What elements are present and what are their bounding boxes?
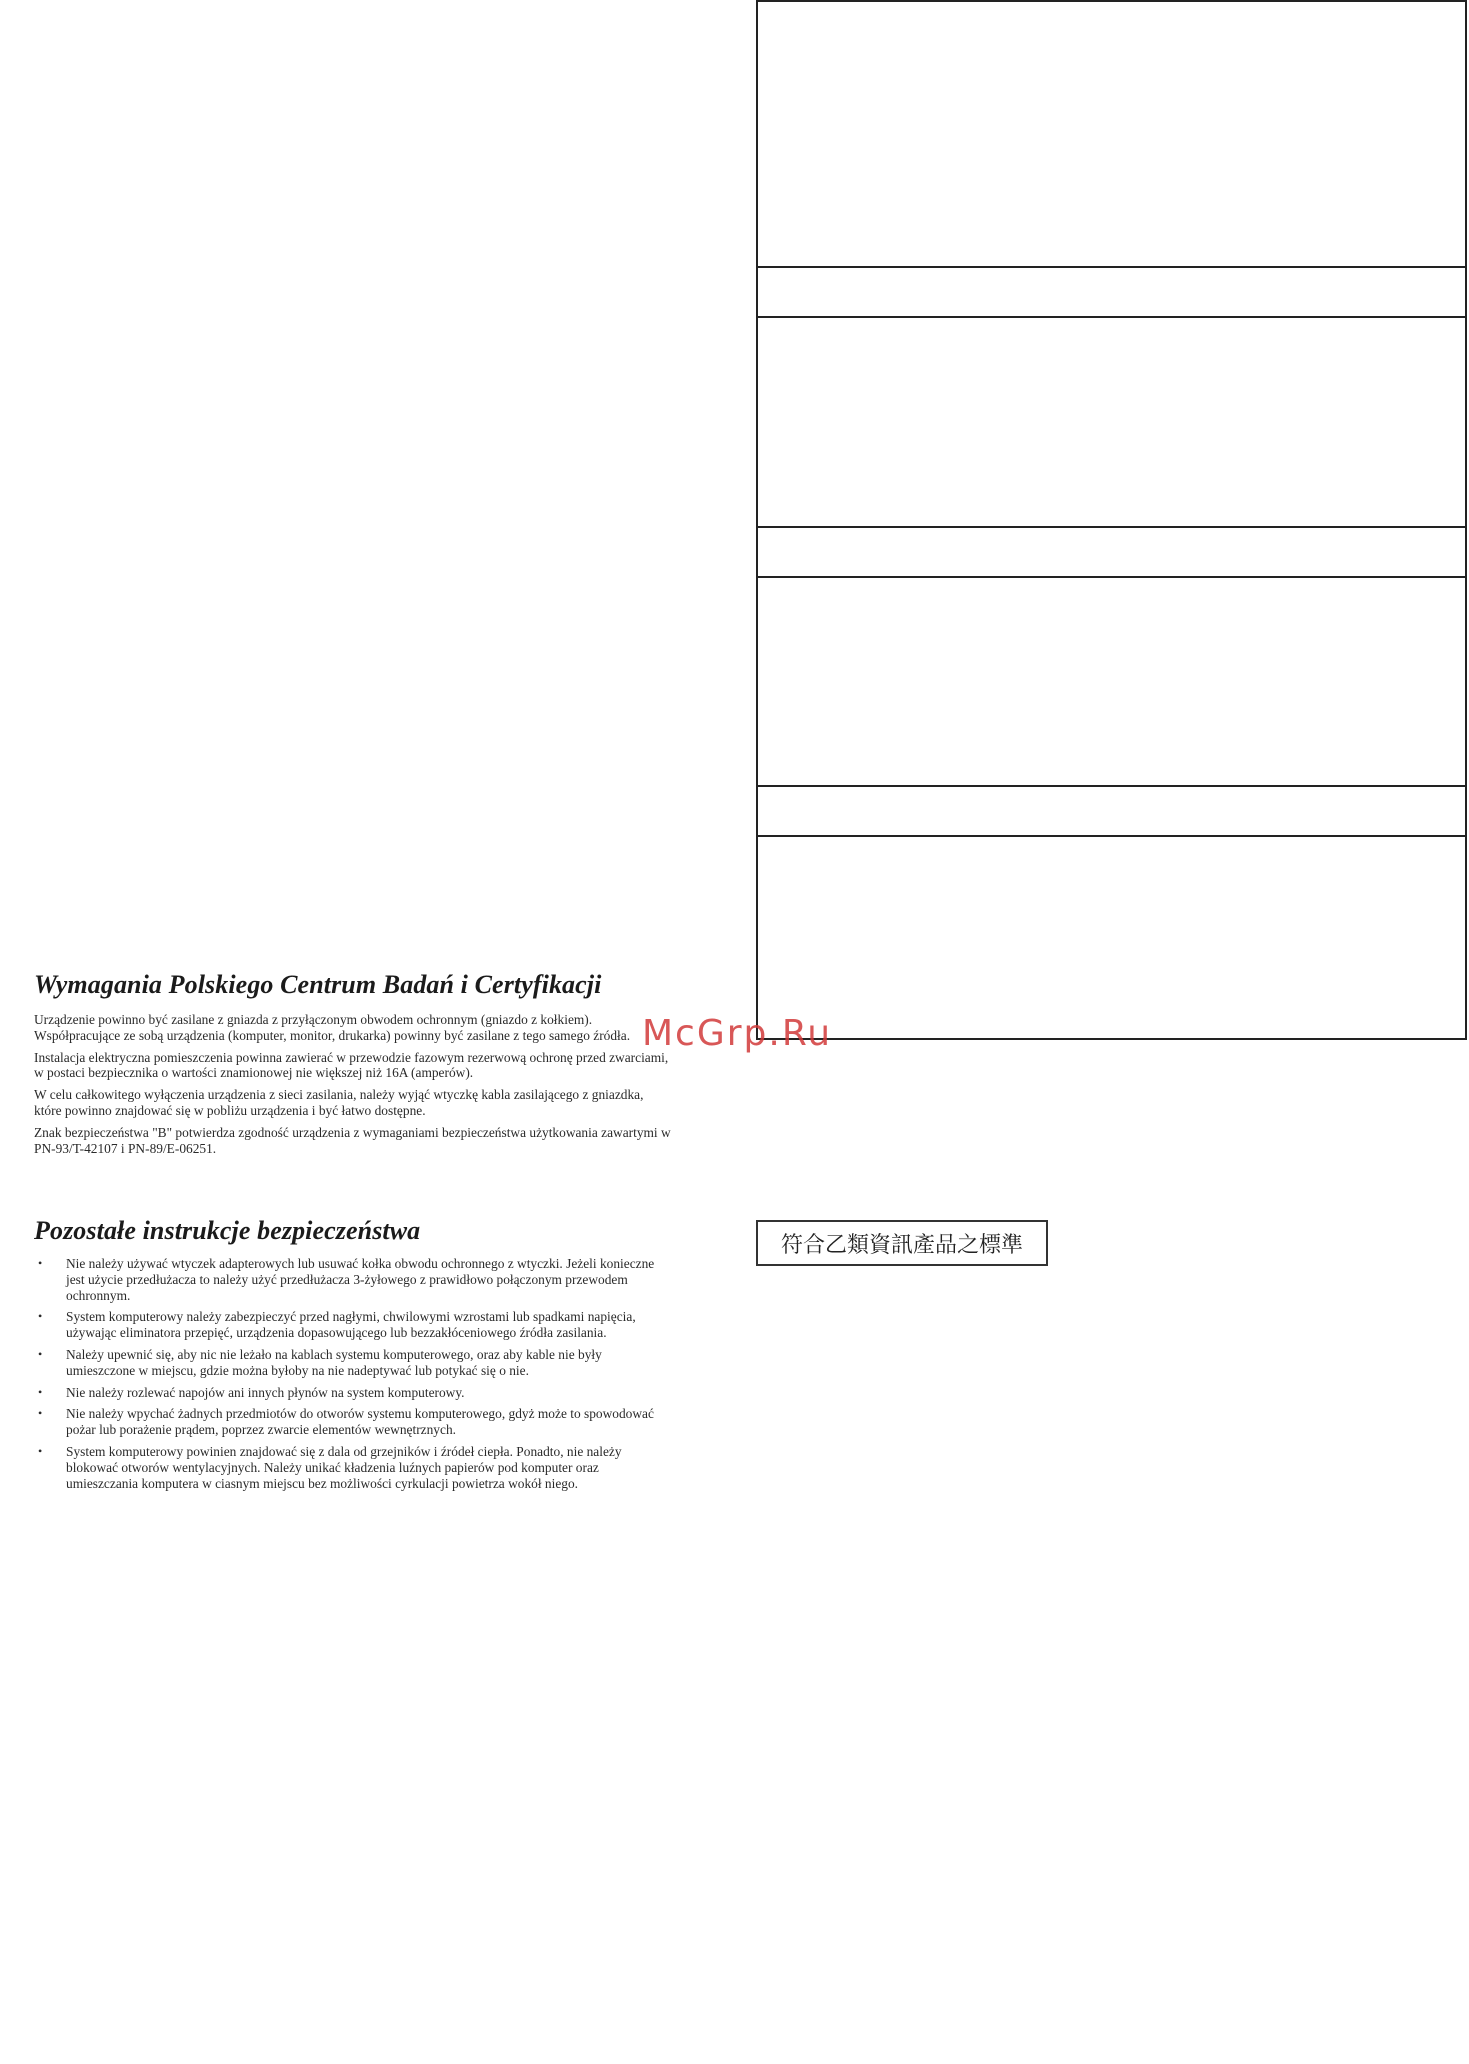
table-band-1	[758, 266, 1465, 318]
other-section-title: Pozostałe instrukcje bezpieczeństwa	[34, 1216, 421, 1245]
certification-table	[756, 0, 1467, 1040]
list-item	[34, 1309, 670, 1341]
bullet-icon: •	[38, 1443, 43, 1458]
bullet-icon: •	[38, 1309, 43, 1324]
list-item	[34, 1347, 670, 1379]
polish-paragraph-2: Instalacja elektryczna pomieszczenia powinna zawierać w przewodzie fazowym rezerwową ochronę przed zwarciami, w postaci bezpiecznika o wartości znamionowej nie większej niż 16A (amperów).	[34, 1049, 669, 1081]
taiwan-class-b-label: 符合乙類資訊產品之標準	[756, 1220, 1048, 1266]
list-item	[34, 1406, 670, 1438]
bullet-text: Nie należy wpychać żadnych przedmiotów do otworów systemu komputerowego, gdyż może to spowodować pożar lub porażenie prądem, poprzez zwarcie elementów wewnętrznych.	[66, 1406, 654, 1438]
list-item	[34, 1256, 670, 1303]
bullet-text: Nie należy używać wtyczek adapterowych lub usuwać kołka obwodu ochronnego z wtyczki. Jeżeli konieczne jest użycie przedłużacza to należy użyć przedłużacza 3-żyłowego z prawidłowo połączonym przewodem ochronnym.	[66, 1256, 655, 1303]
bullet-icon: •	[38, 1384, 43, 1399]
bullet-text: Należy upewnić się, aby nic nie leżało na kablach systemu komputerowego, oraz aby kable nie były umieszczone w miejscu, gdzie można byłoby na nie nadeptywać lub potykać się o nie.	[66, 1346, 602, 1378]
table-band-3	[758, 785, 1465, 837]
bullet-text: System komputerowy należy zabezpieczyć przed nagłymi, chwilowymi wzrostami lub spadkami napięcia, używając eliminatora przepięć, urządzenia dopasowującego lub bezzakłóceniowego źródła zasilania.	[66, 1309, 636, 1341]
list-item	[34, 1385, 670, 1401]
bullet-icon: •	[38, 1256, 43, 1270]
bullet-icon: •	[38, 1346, 43, 1361]
polish-section-body	[34, 1012, 674, 1156]
polish-paragraph-1: Urządzenie powinno być zasilane z gniazda z przyłączonym obwodem ochronnym (gniazdo z kołkiem). Współpracujące ze sobą urządzenia (komputer, monitor, drukarka) powinny być zasilane z tego samego źródła.	[34, 1012, 631, 1043]
bullet-text: System komputerowy powinien znajdować się z dala od grzejników i źródeł ciepła. Ponadto, nie należy blokować otworów wentylacyjnych. Należy unikać kładzenia luźnych papierów pod komputer oraz umieszczania komputera w ciasnym miejscu bez możliwości cyrkulacji powietrza wokół niego.	[66, 1443, 622, 1491]
safety-bullet-list	[34, 1256, 670, 1491]
polish-paragraph-4: Znak bezpieczeństwa "B" potwierdza zgodność urządzenia z wymaganiami bezpieczeństwa użytkowania zawartymi w PN-93/T-42107 i PN-89/E-06251.	[34, 1124, 671, 1156]
polish-paragraph-3: W celu całkowitego wyłączenia urządzenia z sieci zasilania, należy wyjąć wtyczkę kabla zasilającego z gniazdka, które powinno znajdować się w pobliżu urządzenia i być łatwo dostępne.	[34, 1087, 644, 1118]
table-band-2	[758, 526, 1465, 578]
bullet-icon: •	[38, 1406, 43, 1421]
bullet-text: Nie należy rozlewać napojów ani innych płynów na system komputerowy.	[66, 1384, 465, 1400]
polish-section-title: Wymagania Polskiego Centrum Badań i Certyfikacji	[34, 970, 602, 999]
list-item	[34, 1444, 670, 1491]
watermark: McGrp.Ru	[642, 1013, 833, 1054]
